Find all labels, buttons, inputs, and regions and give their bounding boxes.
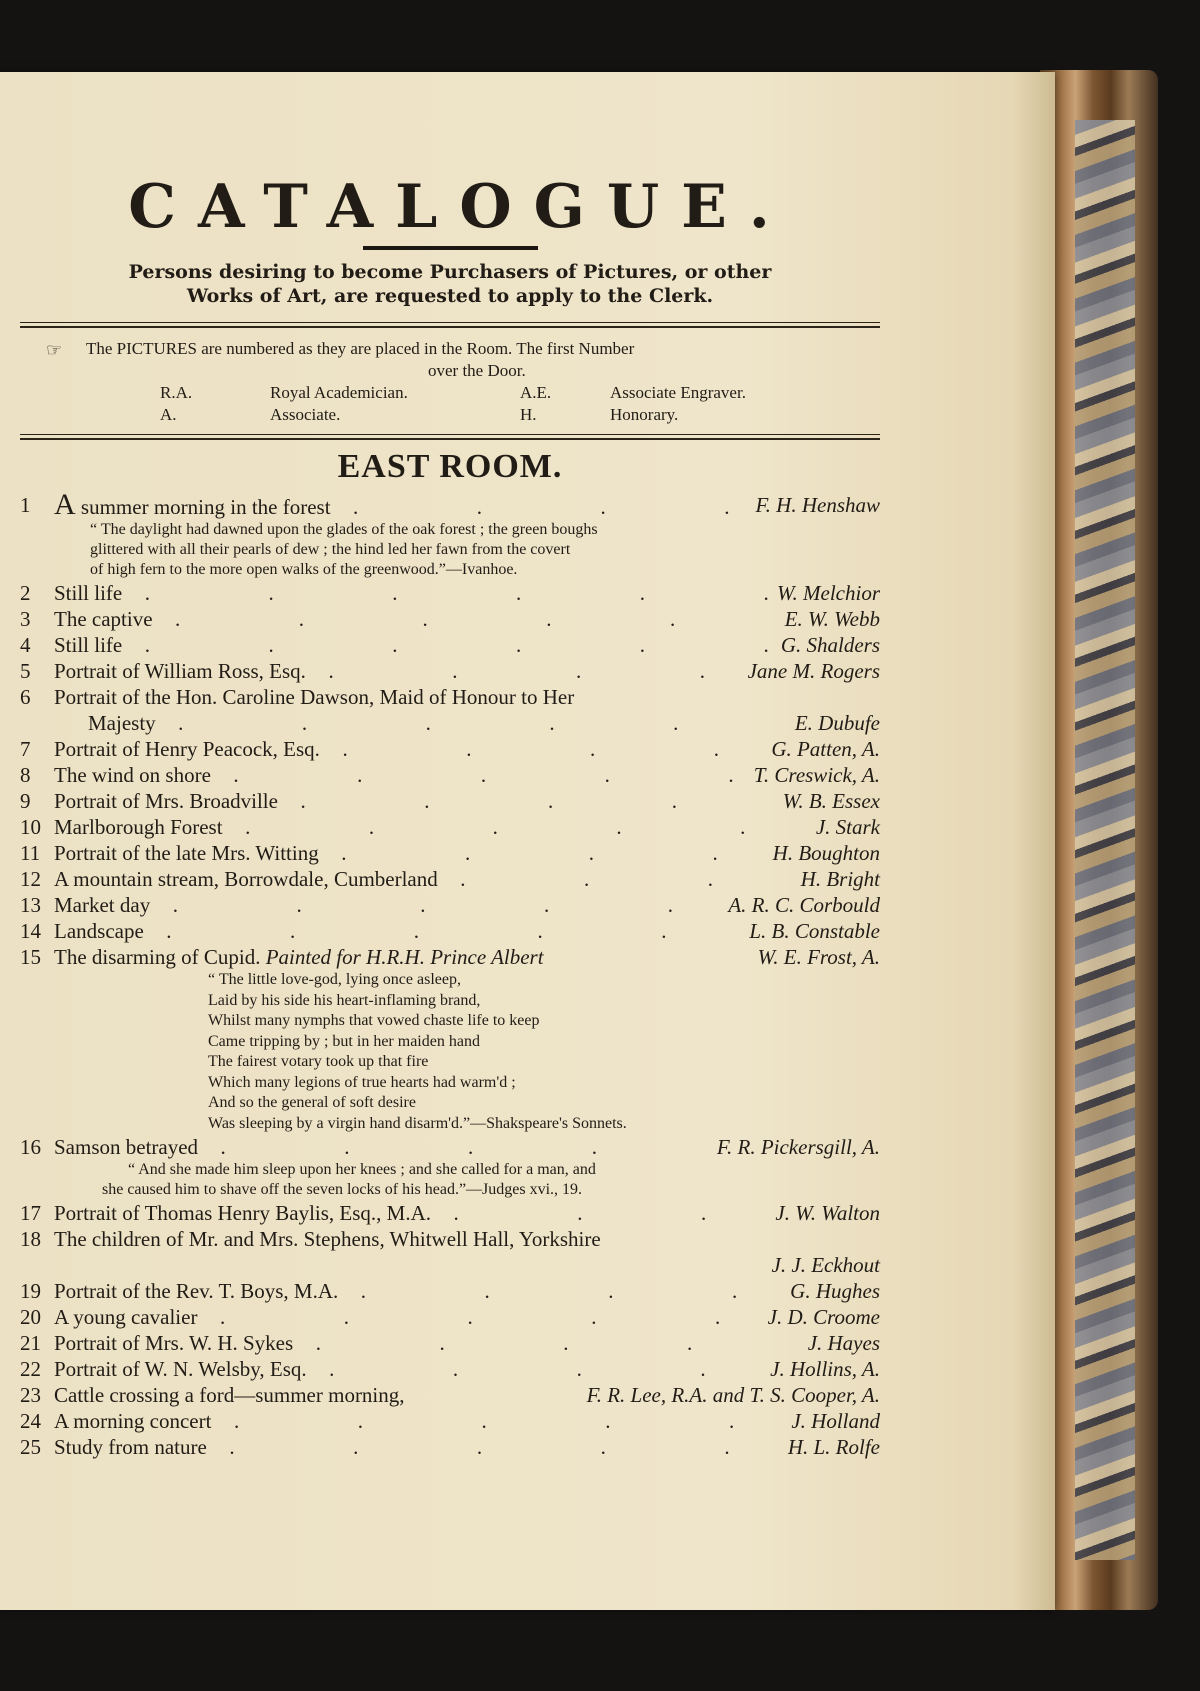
abbr-code: R.A. [160, 383, 193, 402]
entry-artist: T. Creswick, A. [753, 763, 880, 787]
entry-number: 4 [20, 633, 31, 657]
quote-line: glittered with all their pearls of dew ; the hind led her fawn from the covert [90, 541, 571, 558]
entry-number: 7 [20, 737, 31, 761]
catalogue-entry [20, 1356, 880, 1382]
abbr-code: H. [520, 405, 537, 424]
poem-line: Was sleeping by a virgin hand disarm'd.”—Shakspeare's Sonnets. [208, 1114, 627, 1132]
entry-title: Portrait of the Rev. T. Boys, M.A. . [54, 1278, 782, 1304]
entry-number: 5 [20, 659, 31, 683]
entry-title: Portrait of William Ross, Esq. . [54, 658, 740, 684]
numbering-notice [20, 328, 880, 434]
entry-number: 6 [20, 685, 31, 709]
entry-number: 18 [20, 1227, 41, 1251]
entry-artist: J. Hayes [807, 1331, 880, 1355]
entry-artist: F. H. Henshaw [755, 493, 880, 517]
abbr-meaning: Associate. [270, 405, 341, 424]
entry-title: Samson betrayed . [54, 1134, 709, 1160]
entry-title [54, 944, 750, 970]
entry-title: Still life . [54, 632, 773, 658]
entry-number: 14 [20, 919, 41, 943]
entry-title: Portrait of Mrs. W. H. Sykes . [54, 1330, 800, 1356]
entry-number: 16 [20, 1135, 41, 1159]
entry-note: Painted for H.R.H. Prince Albert [265, 945, 544, 969]
catalogue-entry [20, 684, 880, 710]
catalogue-page [0, 72, 1055, 1610]
entry-artist: L. B. Constable [749, 919, 880, 943]
entry-artist: E. W. Webb [784, 607, 880, 631]
poem-line: Which many legions of true hearts had warm'd ; [208, 1073, 516, 1091]
entry-title: A young cavalier . [54, 1304, 760, 1330]
catalogue-entry [20, 1278, 880, 1304]
entry-artist: A. R. C. Corbould [728, 893, 880, 917]
catalogue-entry [20, 1382, 880, 1408]
poem-line: “ The little love-god, lying once asleep, [208, 971, 461, 988]
catalogue-entry-continued [20, 710, 880, 736]
entry-number: 25 [20, 1435, 41, 1459]
page-title: CATALOGUE. [128, 172, 792, 242]
marbled-edge [1075, 120, 1135, 1560]
entry-title-continued: Majesty . [54, 710, 787, 736]
purchasers-line-1: Persons desiring to become Purchasers of Pictures, or other [128, 261, 772, 283]
entry-artist: H. Bright [800, 867, 880, 891]
poem-line: And so the general of soft desire [208, 1094, 416, 1111]
entry-title: Still life . [54, 580, 769, 606]
entry-number: 11 [20, 841, 41, 865]
entry-artist: W. B. Essex [782, 789, 880, 813]
entry-title: The children of Mr. and Mrs. Stephens, Whitwell Hall, Yorkshire [54, 1227, 601, 1251]
entry-artist: G. Shalders [780, 633, 880, 657]
abbr-meaning: Associate Engraver. [610, 383, 746, 402]
entry-title: Market day . [54, 892, 720, 918]
entry-artist: J. W. Walton [775, 1201, 880, 1225]
entry-artist: F. R. Pickersgill, A. [716, 1135, 880, 1159]
entry-title-text: The disarming of Cupid. [54, 945, 261, 969]
entry-number: 9 [20, 789, 31, 813]
entry-number: 1 [20, 493, 31, 517]
catalogue-entry [20, 606, 880, 632]
catalogue-entry [20, 492, 880, 520]
abbr-code: A. [160, 405, 177, 424]
entry-number: 15 [20, 945, 41, 969]
catalogue-entry [20, 866, 880, 892]
catalogue-entry [20, 1226, 880, 1252]
entry-title: Portrait of the late Mrs. Witting . [54, 840, 765, 866]
catalogue-entry [20, 1304, 880, 1330]
entry-number: 8 [20, 763, 31, 787]
entry-artist: G. Patten, A. [771, 737, 880, 761]
drop-cap: A [54, 492, 76, 520]
entry-title: Portrait of Thomas Henry Baylis, Esq., M.A. . [54, 1200, 767, 1226]
entry-number: 3 [20, 607, 31, 631]
entry-artist: J. Stark [815, 815, 880, 839]
quote-line: of high fern to the more open walks of the greenwood.”—Ivanhoe. [90, 561, 518, 578]
abbr-meaning: Royal Academician. [270, 383, 408, 402]
catalogue-entry [20, 814, 880, 840]
purchasers-notice [20, 260, 880, 308]
abbreviation-key [50, 382, 880, 426]
entry-title: Study from nature . [54, 1434, 780, 1460]
entry-artist: J. Hollins, A. [770, 1357, 880, 1381]
catalogue-entry [20, 788, 880, 814]
entry-number: 19 [20, 1279, 41, 1303]
entry-title: Portrait of Henry Peacock, Esq. . [54, 736, 763, 762]
entry-number: 20 [20, 1305, 41, 1329]
entry-number: 2 [20, 581, 31, 605]
entry-number: 12 [20, 867, 41, 891]
entry-artist: H. Boughton [772, 841, 880, 865]
catalogue-entry [20, 840, 880, 866]
rule-bottom [20, 434, 880, 440]
pointing-hand-icon: ☞ [46, 340, 63, 360]
catalogue-entry [20, 918, 880, 944]
catalogue-entry [20, 1330, 880, 1356]
entry-title: The captive . [54, 606, 777, 632]
catalogue-entry [20, 580, 880, 606]
catalogue-entry [20, 1434, 880, 1460]
entry-number: 10 [20, 815, 41, 839]
entry-title: A morning concert . [54, 1408, 783, 1434]
entry-artist: J. D. Croome [767, 1305, 880, 1329]
entry-title: Portrait of the Hon. Caroline Dawson, Maid of Honour to Her [54, 685, 575, 709]
purchasers-line-2: Works of Art, are requested to apply to the Clerk. [186, 285, 714, 307]
entry-title: Portrait of W. N. Welsby, Esq. . [54, 1356, 762, 1382]
catalogue-entry [20, 658, 880, 684]
entry-title: The wind on shore . [54, 762, 746, 788]
entry-artist: J. Holland [791, 1409, 880, 1433]
catalogue-entry [20, 1200, 880, 1226]
entry-quote [20, 1160, 880, 1200]
quote-line: “ The daylight had dawned upon the glades of the oak forest ; the green boughs [90, 521, 598, 538]
entry-number: 22 [20, 1357, 41, 1381]
entry-quote [20, 520, 880, 580]
entry-title: Marlborough Forest . [54, 814, 808, 840]
catalogue-entry [20, 1134, 880, 1160]
poem-line: Came tripping by ; but in her maiden hand [208, 1032, 480, 1050]
entry-number: 13 [20, 893, 41, 917]
room-heading: EAST ROOM. [337, 448, 563, 485]
poem-line: The fairest votary took up that fire [208, 1053, 429, 1070]
entry-title-text: summer morning in the forest [80, 495, 331, 519]
notice-line-2: over the Door. [428, 361, 526, 380]
notice-line-1: The PICTURES are numbered as they are placed in the Room. The first Number [86, 339, 635, 358]
catalogue-entry [20, 892, 880, 918]
entry-title: Landscape . [54, 918, 741, 944]
entry-artist: W. Melchior [776, 581, 880, 605]
entry-artist: W. E. Frost, A. [757, 945, 880, 969]
abbr-code: A.E. [520, 383, 552, 402]
page-content [20, 172, 880, 1460]
poem-line: Laid by his side his heart-inflaming brand, [208, 991, 481, 1009]
quote-line: “ And she made him sleep upon her knees ; and she called for a man, and [128, 1161, 596, 1178]
entry-artist: J. J. Eckhout [771, 1253, 880, 1277]
entry-title: Cattle crossing a ford—summer morning, [54, 1383, 405, 1407]
entry-title: A mountain stream, Borrowdale, Cumberland . [54, 866, 793, 892]
entry-number: 21 [20, 1331, 41, 1355]
catalogue-entry [20, 632, 880, 658]
catalogue-entry [20, 762, 880, 788]
entry-artist: E. Dubufe [794, 711, 880, 735]
entry-title: Portrait of Mrs. Broadville . [54, 788, 775, 814]
poem-line: Whilst many nymphs that vowed chaste life to keep [208, 1012, 540, 1029]
entry-number: 23 [20, 1383, 41, 1407]
entry-title [54, 492, 748, 520]
entry-artist: G. Hughes [790, 1279, 880, 1303]
abbr-meaning: Honorary. [610, 405, 679, 424]
entry-artist: Jane M. Rogers [747, 659, 880, 683]
catalogue-entry [20, 944, 880, 970]
entry-number: 24 [20, 1409, 41, 1433]
quote-line: she caused him to shave off the seven locks of his head.”—Judges xvi., 19. [102, 1181, 583, 1198]
entry-poem [20, 970, 880, 1134]
title-rule [363, 246, 538, 250]
entry-artist: F. R. Lee, R.A. and T. S. Cooper, A. [586, 1383, 880, 1407]
entry-artist: H. L. Rolfe [787, 1435, 880, 1459]
catalogue-entry [20, 736, 880, 762]
catalogue-entry [20, 1408, 880, 1434]
entry-number: 17 [20, 1201, 41, 1225]
